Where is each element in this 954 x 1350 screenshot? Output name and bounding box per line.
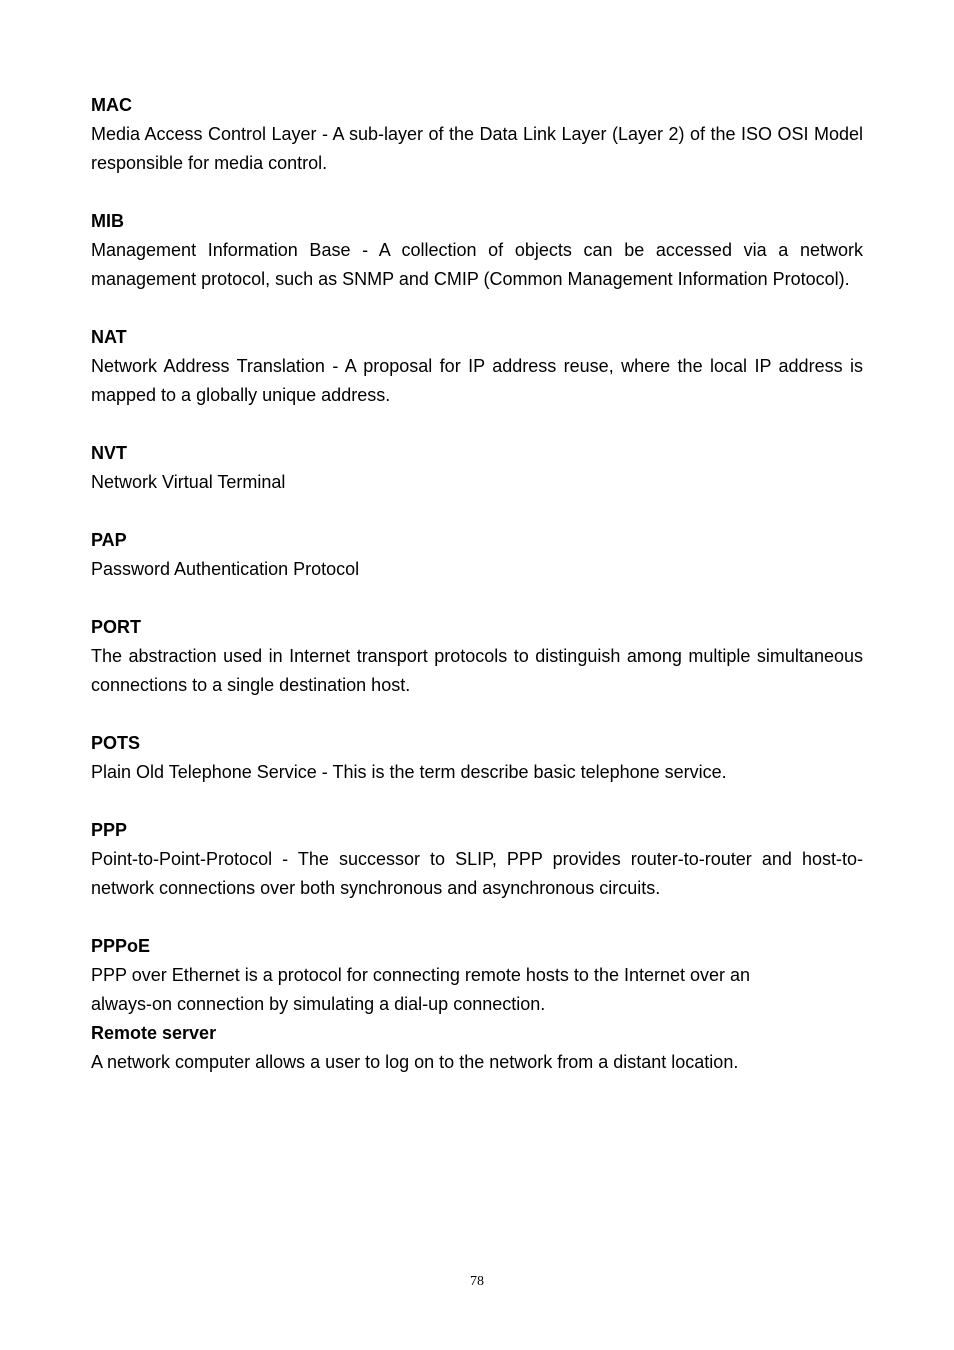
term-heading: PAP bbox=[91, 530, 127, 550]
term-definition: Point-to-Point-Protocol - The successor to SLIP, PPP provides router-to-router and host-to-network connections over both synchronous and asynchronous circuits. bbox=[91, 849, 863, 898]
term-definition-line: PPP over Ethernet is a protocol for connecting remote hosts to the Internet over an bbox=[91, 965, 751, 985]
term-heading: PORT bbox=[91, 617, 142, 637]
term-definition-line: always-on connection by simulating a dial-up connection. bbox=[91, 994, 546, 1014]
glossary-entry-pppoe bbox=[91, 932, 863, 1019]
term-heading: NAT bbox=[91, 327, 127, 347]
glossary-entry-remote-server bbox=[91, 1019, 863, 1077]
page-number: 78 bbox=[470, 1274, 484, 1289]
term-heading: Remote server bbox=[91, 1023, 217, 1043]
glossary-entry-nvt bbox=[91, 439, 863, 497]
term-definition: Network Virtual Terminal bbox=[91, 472, 286, 492]
term-heading: POTS bbox=[91, 733, 141, 753]
term-definition: A network computer allows a user to log on to the network from a distant location. bbox=[91, 1052, 739, 1072]
glossary-entry-port bbox=[91, 613, 863, 700]
glossary-entry-mac bbox=[91, 91, 863, 178]
term-heading: PPPoE bbox=[91, 936, 151, 956]
term-definition: Plain Old Telephone Service - This is the term describe basic telephone service. bbox=[91, 762, 727, 782]
term-heading: PPP bbox=[91, 820, 128, 840]
term-definition: Media Access Control Layer - A sub-layer of the Data Link Layer (Layer 2) of the ISO OSI Model responsible for media control. bbox=[91, 124, 863, 173]
term-heading: MAC bbox=[91, 95, 132, 115]
term-definition: Management Information Base - A collection of objects can be accessed via a network management protocol, such as SNMP and CMIP (Common Management Information Protocol). bbox=[91, 240, 863, 289]
glossary-entry-pap bbox=[91, 526, 863, 584]
term-definition: Password Authentication Protocol bbox=[91, 559, 360, 579]
term-definition: The abstraction used in Internet transport protocols to distinguish among multiple simultaneous connections to a single destination host. bbox=[91, 646, 863, 695]
glossary-list bbox=[91, 91, 863, 1106]
term-definition: Network Address Translation - A proposal for IP address reuse, where the local IP address is mapped to a globally unique address. bbox=[91, 356, 863, 405]
term-heading: MIB bbox=[91, 211, 124, 231]
term-heading: NVT bbox=[91, 443, 127, 463]
glossary-entry-ppp bbox=[91, 816, 863, 903]
glossary-entry-nat bbox=[91, 323, 863, 410]
glossary-entry-mib bbox=[91, 207, 863, 294]
glossary-entry-pots bbox=[91, 729, 863, 787]
